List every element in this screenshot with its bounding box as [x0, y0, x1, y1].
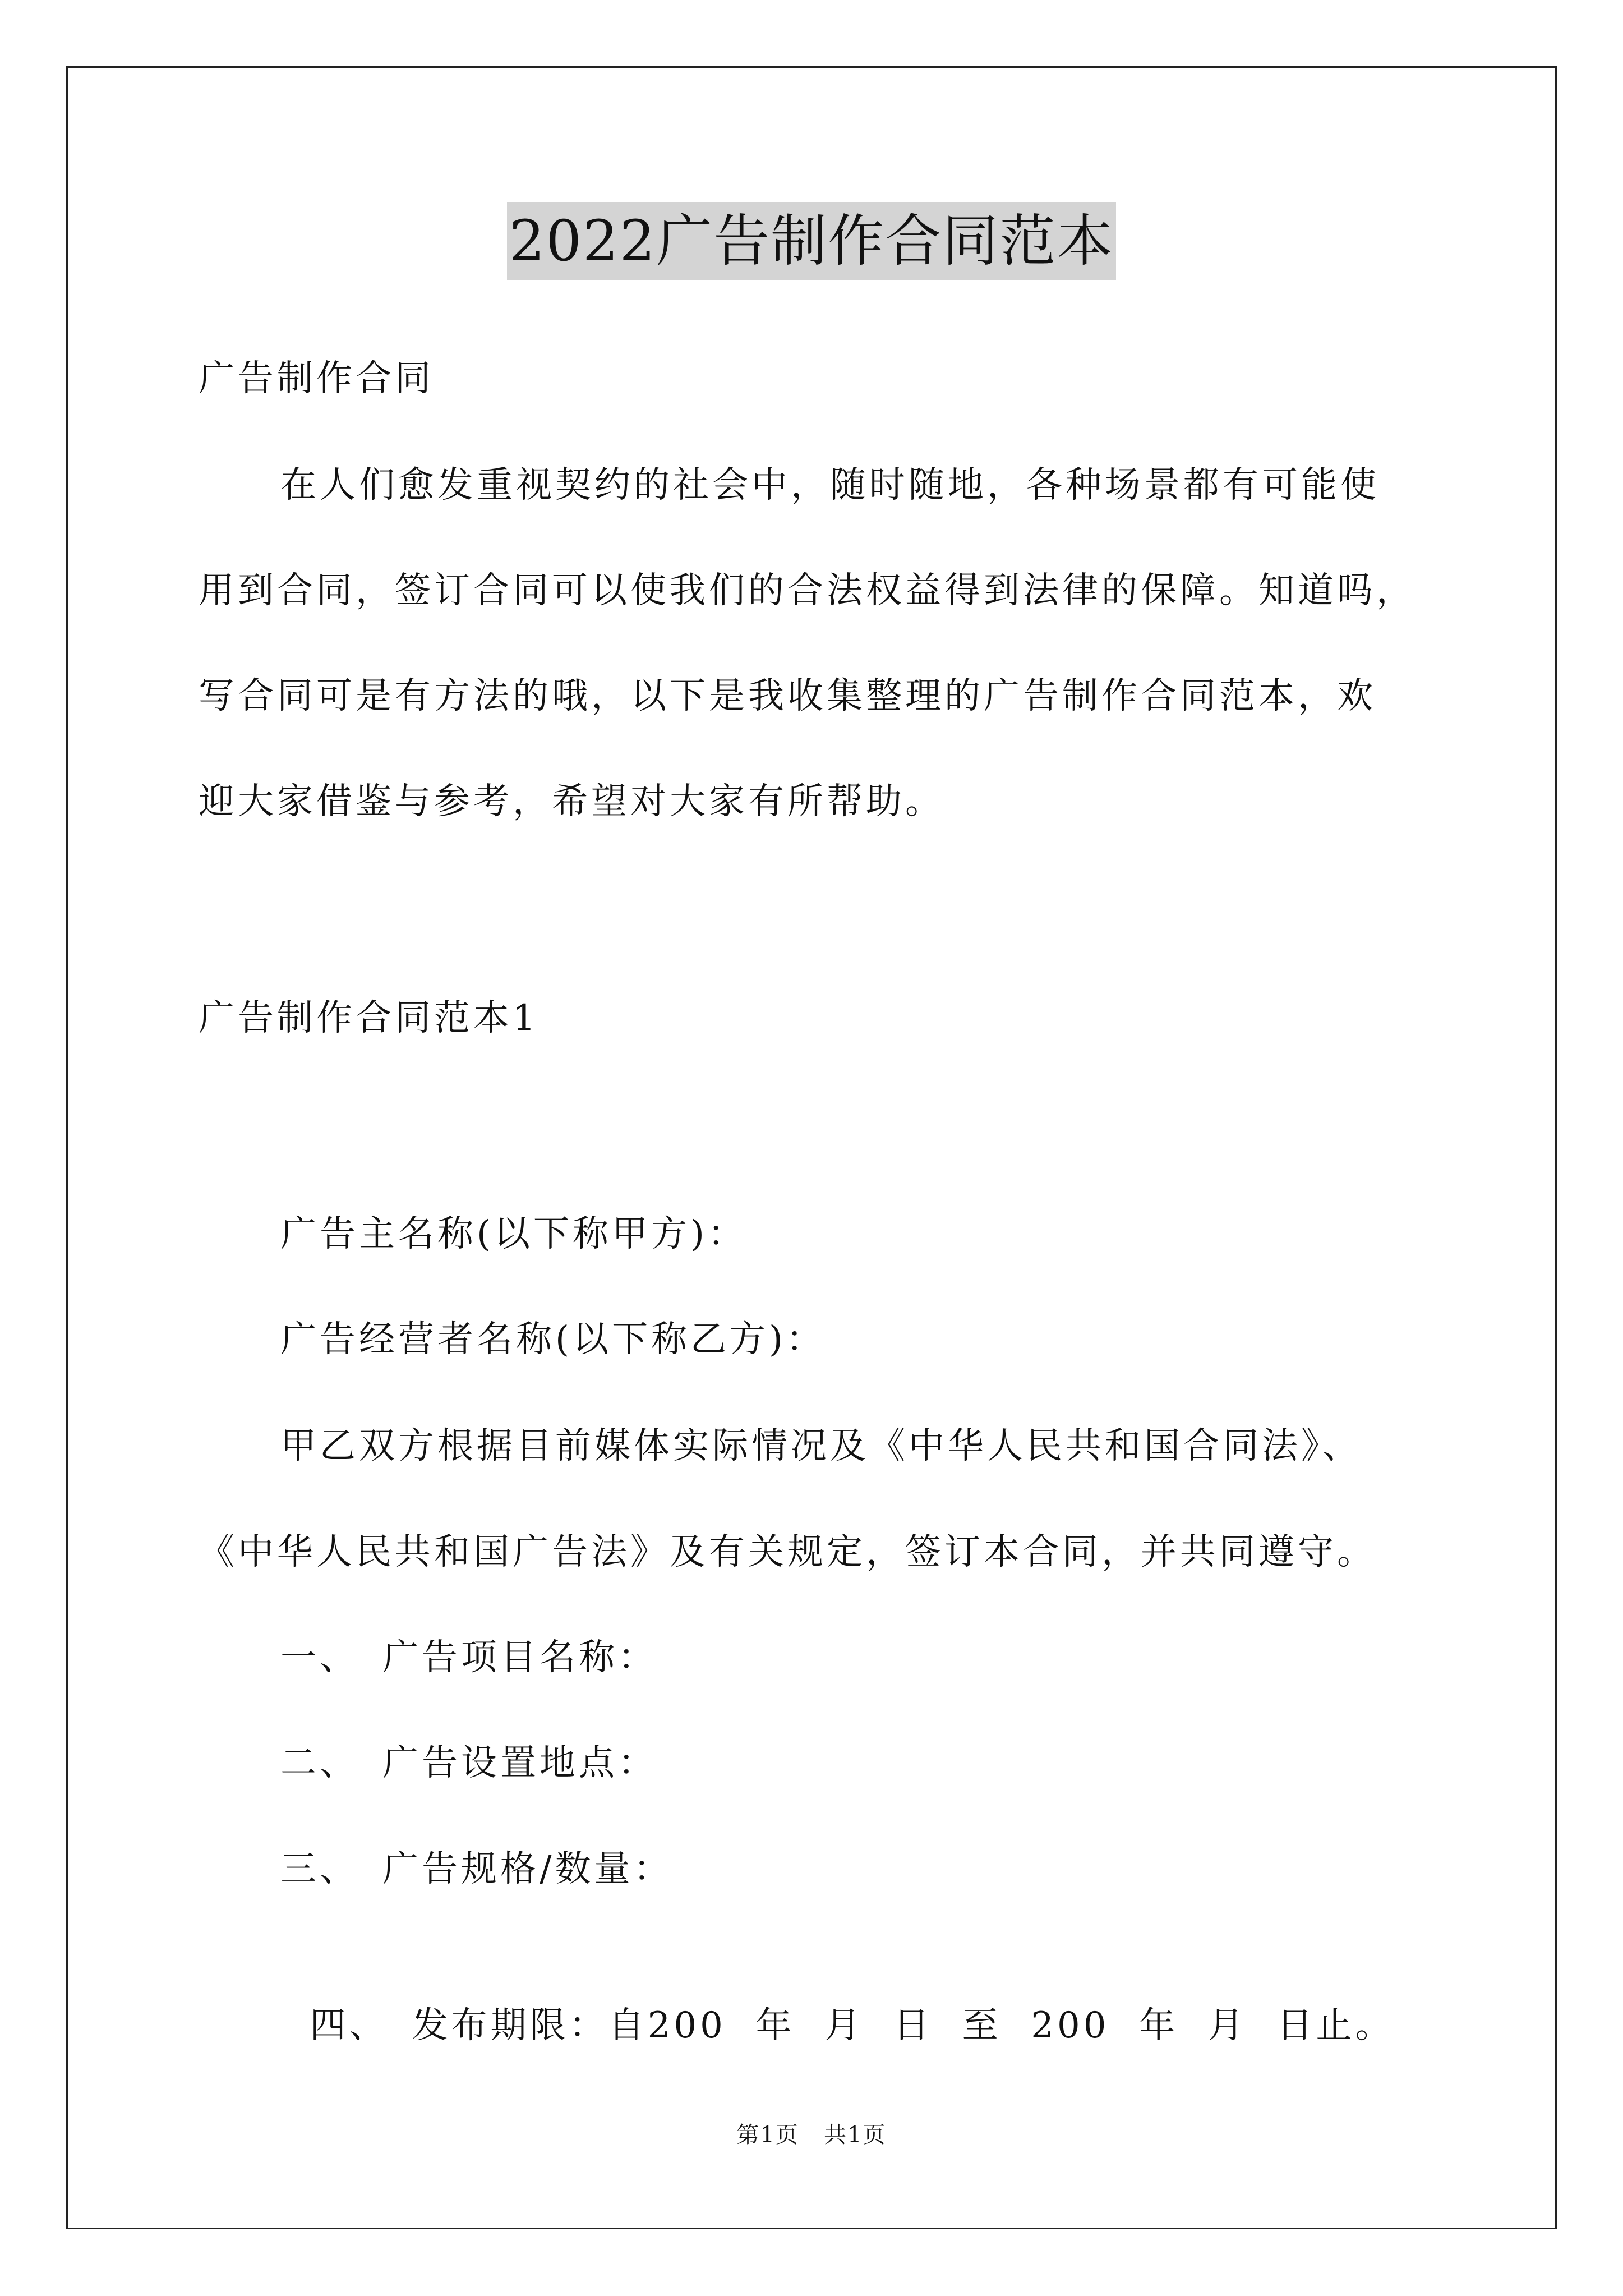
basis-line-1: 甲乙双方根据目前媒体实际情况及《中华人民共和国合同法》、 [280, 1425, 1362, 1467]
party-a-line: 广告主名称(以下称甲方)： [280, 1213, 747, 1255]
page-footer: 第1页 共1页 [736, 2122, 887, 2148]
clause-item [280, 1844, 673, 1894]
clause-number: 三、 [280, 1848, 359, 1890]
intro-line-4: 迎大家借鉴与参考，希望对大家有所帮助。 [199, 781, 944, 822]
clause-text: 广告规格/数量： [382, 1848, 673, 1890]
clause-text: 广告设置地点： [382, 1742, 657, 1784]
clause-item [280, 1632, 657, 1683]
intro-line-1: 在人们愈发重视契约的社会中，随时随地，各种场景都有可能使 [280, 464, 1380, 506]
section-heading: 广告制作合同范本1 [199, 997, 539, 1039]
basis-line-2: 《中华人民共和国广告法》及有关规定，签订本合同，并共同遵守。 [199, 1531, 1376, 1573]
intro-line-3: 写合同可是有方法的哦，以下是我收集整理的广告制作合同范本，欢 [199, 675, 1376, 717]
clause-number: 四、 [310, 2005, 389, 2046]
document-subtitle: 广告制作合同 [199, 358, 434, 399]
document-title: 2022广告制作合同范本 [507, 202, 1117, 280]
clause-text: 广告项目名称： [382, 1637, 657, 1678]
title-container [0, 202, 1623, 280]
intro-line-2: 用到合同，签订合同可以使我们的合法权益得到法律的保障。知道吗， [199, 570, 1415, 611]
clause-item [280, 1738, 657, 1788]
clause-number: 二、 [280, 1742, 359, 1784]
clause-number: 一、 [280, 1637, 359, 1678]
party-b-line: 广告经营者名称(以下称乙方)： [280, 1319, 826, 1360]
clause-text: 发布期限：自200 年 月 日 至 200 年 月 日止。 [412, 2005, 1395, 2046]
clause-item [280, 1950, 1395, 2051]
